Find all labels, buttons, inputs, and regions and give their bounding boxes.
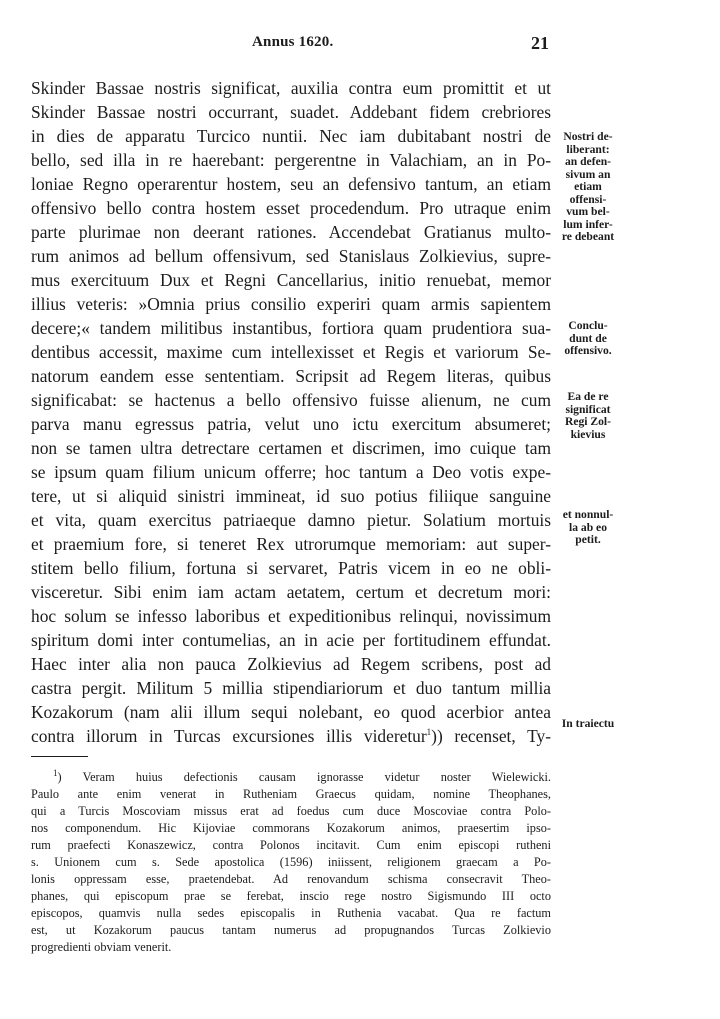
margin-note-line: dunt de	[569, 331, 607, 345]
text-line: Haec inter alia non pauca Zolkievius ad Regem scribens, post ad	[31, 654, 551, 674]
margin-note-line: kievius	[570, 427, 606, 441]
margin-note-line: Regi Zol-	[564, 415, 612, 428]
text-line: Skinder Bassae nostris significat, auxilia contra eum promittit et ut	[31, 78, 551, 98]
running-header	[0, 34, 720, 54]
margin-note	[553, 718, 623, 731]
text-line: castra pergit. Militum 5 millia stipendiariorum et duo tantum millia	[31, 678, 551, 698]
text-line: parva manu egressus patria, velut uno ictu exercitum absumeret;	[31, 414, 551, 434]
text-line: decere;« tandem militibus instantibus, fortiora quam prudentiora sua-	[31, 318, 551, 338]
text-line: significabat: se hactenus a bello offensivo fuisse alienum, ne cum	[31, 390, 551, 410]
footnote-line: progredienti obviam venerit.	[31, 940, 172, 954]
text-line: bello, sed illa in re haerebant: pergerentne in Valachiam, an in Po-	[31, 150, 551, 170]
margin-note	[553, 509, 623, 547]
text-line: Kozakorum (nam alii illum sequi nolebant, eo quod acerbior antea	[31, 702, 551, 722]
margin-note-line: Conclu-	[568, 319, 608, 332]
footnote-line: lonis oppressam esse, praetendebat. Ad renovandum schisma consecravit Theo-	[31, 872, 551, 886]
margin-note-line: offensivo.	[564, 344, 612, 357]
footnote-line: episcopos, quamvis nulla sedes episcopalis in Ruthenia vacabat. Qua re factum	[31, 906, 551, 920]
text-line-with-note-ref	[31, 724, 551, 748]
header-title: Annus 1620.	[252, 34, 334, 50]
text-line: rum animos ad bellum offensivum, sed Stanislaus Zolkievius, supre-	[31, 246, 551, 266]
text-line: dentibus accessit, maxime cum intellexisset et Regis et variorum Se-	[31, 342, 551, 362]
text-line: et praemium fore, si teneret Rex utrorumque memoriam: aut super-	[31, 534, 551, 554]
margin-note	[553, 391, 623, 441]
margin-note-line: re debeant	[561, 230, 615, 243]
footnote-marker: 1	[53, 767, 58, 778]
margin-note-line: an defen-	[564, 155, 612, 168]
text-line: loniae Regno operarentur hostem, seu an defensivo tantum, an etiam	[31, 174, 551, 194]
text-line: et vita, quam exercitus patriaeque damno pietur. Solatium mortuis	[31, 510, 551, 530]
footnote-line: s. Unionem cum s. Sede apostolica (1596) iniissent, religionem graecam a Po-	[31, 855, 551, 869]
footnote-line	[31, 769, 551, 786]
text-line: offensivo bello contra hostem esset procedendum. Pro utraque enim	[31, 198, 551, 218]
margin-note-line: la ab eo	[568, 520, 607, 534]
footnote-line: phanes, qui episcopum prae se ferebat, inscio rege nostro Sigismundo III octo	[31, 889, 551, 903]
text-line: mus exercituum Dux et Regni Cancellarius, initio renuebat, memor	[31, 270, 551, 290]
margin-note-line: liberant:	[566, 142, 610, 156]
text-line: se ipsum quam filium unicum offerre; hoc tantum a Deo votis expe-	[31, 462, 551, 482]
text-line: stitem bello filium, fortuna si servaret, Patris vicem in eo ne obli-	[31, 558, 551, 578]
margin-note-line: Ea de re	[567, 390, 609, 403]
margin-note-line: etiam	[574, 180, 602, 193]
text-line: Skinder Bassae nostri occurrant, suadet. Addebant fidem crebriores	[31, 102, 551, 122]
margin-note	[553, 131, 623, 244]
footnote-text: ) Veram huius defectionis causam ignorasse videtur noster Wielewicki.	[57, 770, 551, 784]
text-line: non se tamen ultra detrectare certamen et discrimen, imo cuique tam	[31, 438, 551, 458]
margin-note-line: vum bel-	[566, 205, 610, 218]
text-line: parte plurimae non deerant rationes. Accendebat Gratianus multo-	[31, 222, 551, 242]
text-line: spiritum domi inter contumelias, an in acie per fortitudinem effundat.	[31, 630, 551, 650]
text-line: hoc solum se infesso laboribus et expeditionibus relinqui, novissimum	[31, 606, 551, 626]
text-line: tere, ut si aliquid sinistri immineat, id suo potius filiique sanguine	[31, 486, 551, 506]
margin-note	[553, 320, 623, 358]
margin-note-line: et nonnul-	[562, 508, 614, 521]
page-number: 21	[531, 33, 549, 53]
footnote-line: Paulo ante enim venerat in Rutheniam Graecus quidam, nomine Theophanes,	[31, 787, 551, 801]
text-line: visceretur. Sibi enim iam actam aetatem, certum et decretum mori:	[31, 582, 551, 602]
footnote-line: est, ut Kozakorum paucus tantam numerus ad propugnandos Turcas Zolkievio	[31, 923, 551, 937]
margin-note-line: offensi-	[569, 192, 607, 206]
margin-note-line: significat	[565, 402, 611, 416]
margin-note-line: Nostri de-	[563, 130, 613, 143]
footnote-line: rum praefecti Konaszewicz, contra Polonos incitavit. Cum enim episcopi rutheni	[31, 838, 551, 852]
text-line: natorum eandem esse sententiam. Scripsit ad Regem literas, quibus	[31, 366, 551, 386]
margin-note-line: petit.	[575, 533, 601, 546]
margin-note-line: lum infer-	[563, 217, 613, 231]
footnote-divider	[31, 756, 88, 757]
footnote-line: qui a Turcis Moscoviam missus erat ad foedus cum duce Moscoviae contra Polo-	[31, 804, 551, 818]
text-line: in dies de apparatu Turcico nuntii. Nec iam dubitabant nostri de	[31, 126, 551, 146]
footnote-line: nos componendum. Hic Kijoviae commorans Kozakorum animos, praesertim ipso-	[31, 821, 551, 835]
margin-note-line: In traiectu	[561, 717, 615, 730]
text-segment: )) recenset, Ty-	[431, 726, 551, 746]
margin-note-line: sivum an	[565, 167, 611, 181]
text-line: illius veteris: »Omnia prius consilio experiri quam armis sapientem	[31, 294, 551, 314]
footnote-reference: 1	[426, 727, 432, 738]
text-segment: contra illorum in Turcas excursiones illis videretur	[31, 726, 427, 746]
